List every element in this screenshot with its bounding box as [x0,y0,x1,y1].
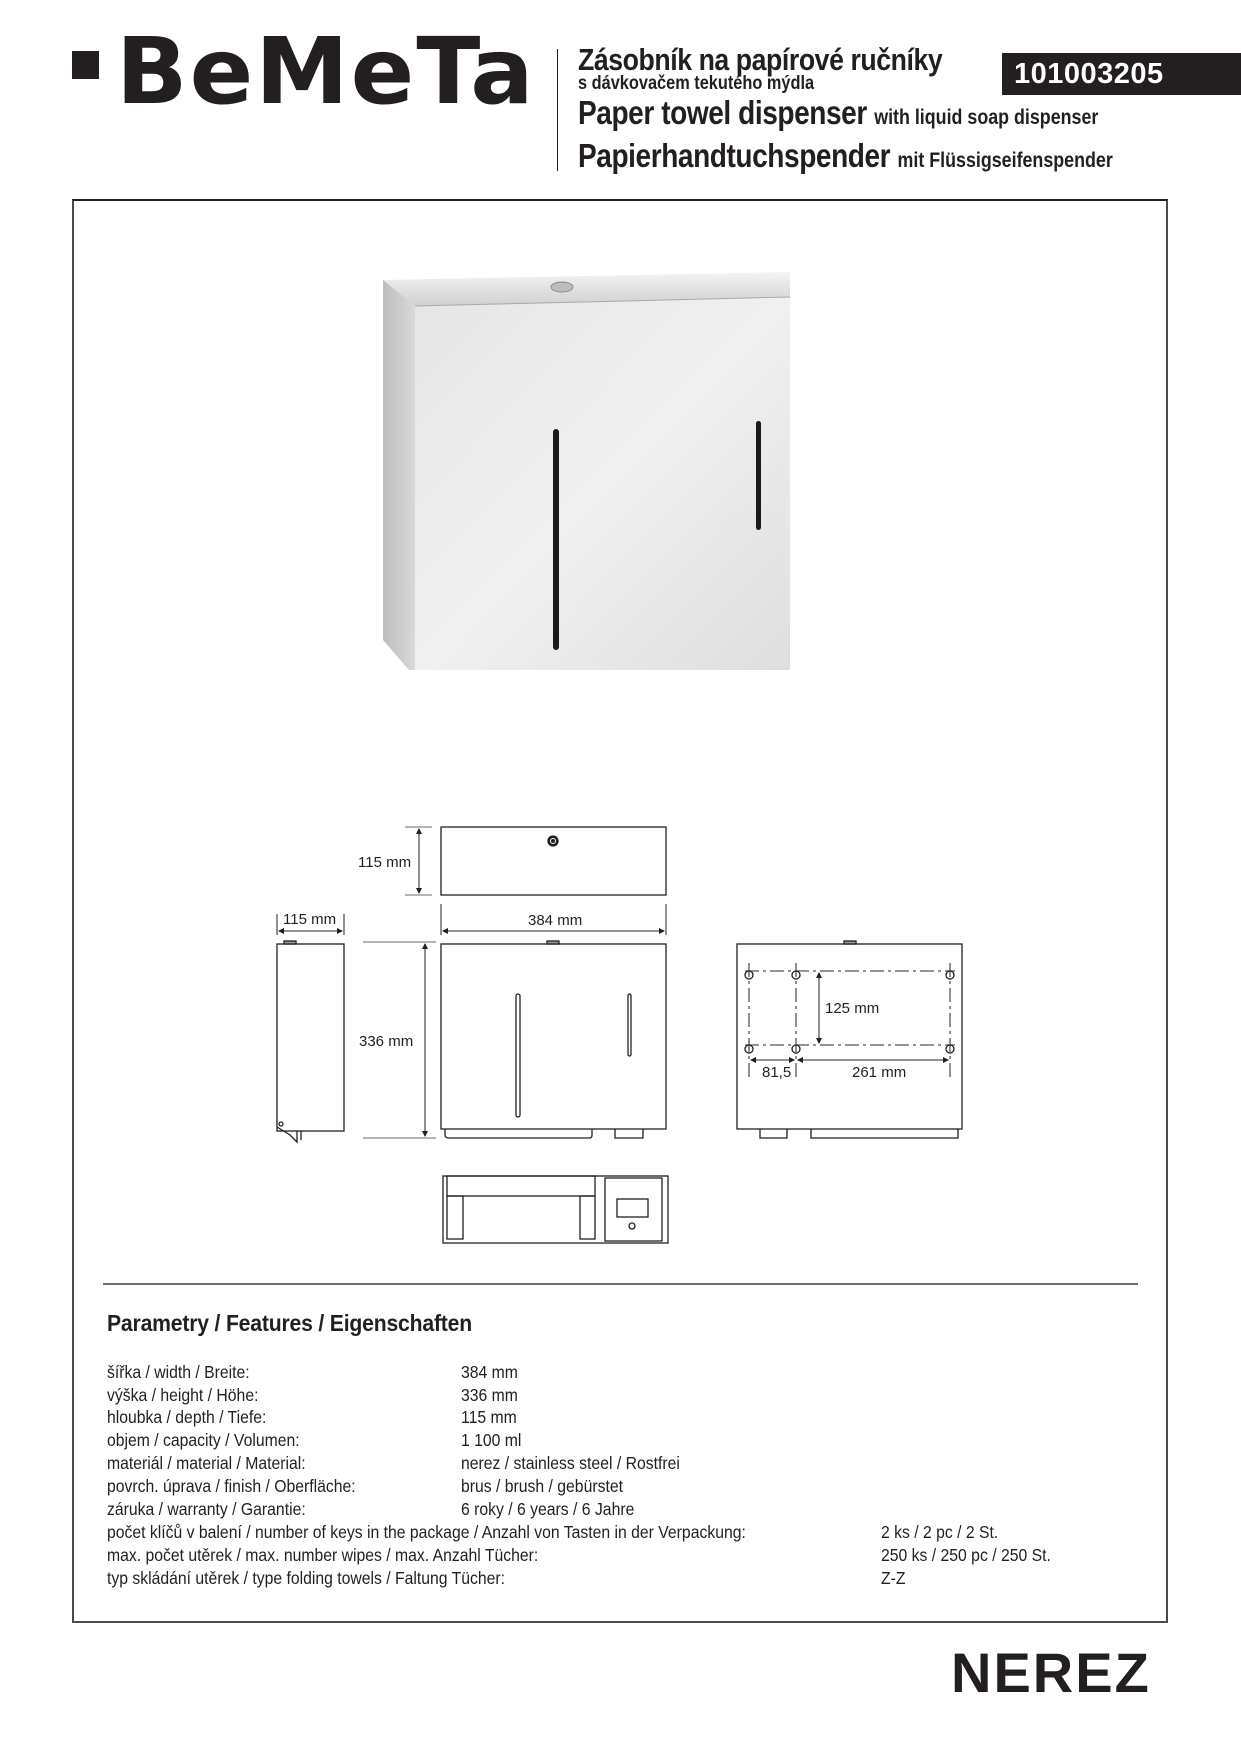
title-czech: Zásobník na papírové ručníky [578,42,943,77]
feature-value: 1 100 ml [461,1430,522,1450]
feature-label: materiál / material / Material: [107,1453,306,1473]
logo-wordmark: BeMeTa [116,18,536,125]
title-german-main: Papierhandtuchspender [578,137,891,174]
dim-side-depth: 115 mm [283,911,337,928]
title-english-main: Paper towel dispenser [578,94,867,131]
dim-front-height: 336 mm [359,1033,414,1050]
feature-value: 115 mm [461,1407,517,1427]
feature-value: Z-Z [881,1568,906,1588]
section-divider [103,1283,1138,1285]
bottom-view-drawing [443,1176,668,1243]
feature-label: hloubka / depth / Tiefe: [107,1407,267,1427]
feature-label: max. počet utěrek / max. number wipes / max. Anzahl Tücher: [107,1545,539,1565]
feature-label: počet klíčů v balení / number of keys in the package / Anzahl von Tasten in der Verpackung: [107,1522,746,1542]
material-label: NEREZ [951,1641,1151,1704]
feature-value: 336 mm [461,1385,518,1405]
feature-label: šířka / width / Breite: [107,1362,250,1382]
feature-value: 384 mm [461,1362,518,1382]
dim-front-width: 384 mm [528,912,583,929]
dim-top-depth: 115 mm [358,854,412,871]
title-german-sub: mit Flüssigseifenspender [897,149,1113,172]
feature-label: typ skládání utěrek / type folding towels / Faltung Tücher: [107,1568,506,1588]
subtitle-czech: s dávkovačem tekutého mýdla [578,73,815,94]
side-view-drawing [277,914,344,1142]
feature-label: výška / height / Höhe: [107,1385,259,1405]
dim-rear-horizontal: 261 mm [852,1064,907,1081]
feature-value: brus / brush / gebürstet [461,1476,623,1496]
dimension-labels [283,854,906,1081]
feature-label: povrch. úprava / finish / Oberfläche: [107,1476,356,1496]
dim-rear-offset: 81,5 [762,1064,792,1081]
top-view-drawing [405,827,666,895]
dim-rear-vertical: 125 mm [825,1000,880,1017]
front-view-drawing [363,904,666,1138]
feature-value: 250 ks / 250 pc / 250 St. [881,1545,1051,1565]
lock-icon [548,836,558,846]
features-heading: Parametry / Features / Eigenschaften [107,1310,473,1336]
feature-value: 2 ks / 2 pc / 2 St. [881,1522,999,1542]
feature-label: objem / capacity / Volumen: [107,1430,300,1450]
feature-label: záruka / warranty / Garantie: [107,1499,306,1519]
rear-view-drawing [737,941,962,1138]
feature-value: nerez / stainless steel / Rostfrei [461,1453,680,1473]
feature-value: 6 roky / 6 years / 6 Jahre [461,1499,635,1519]
title-english-sub: with liquid soap dispenser [874,106,1099,129]
product-code-badge: 101003205 [1002,53,1241,95]
